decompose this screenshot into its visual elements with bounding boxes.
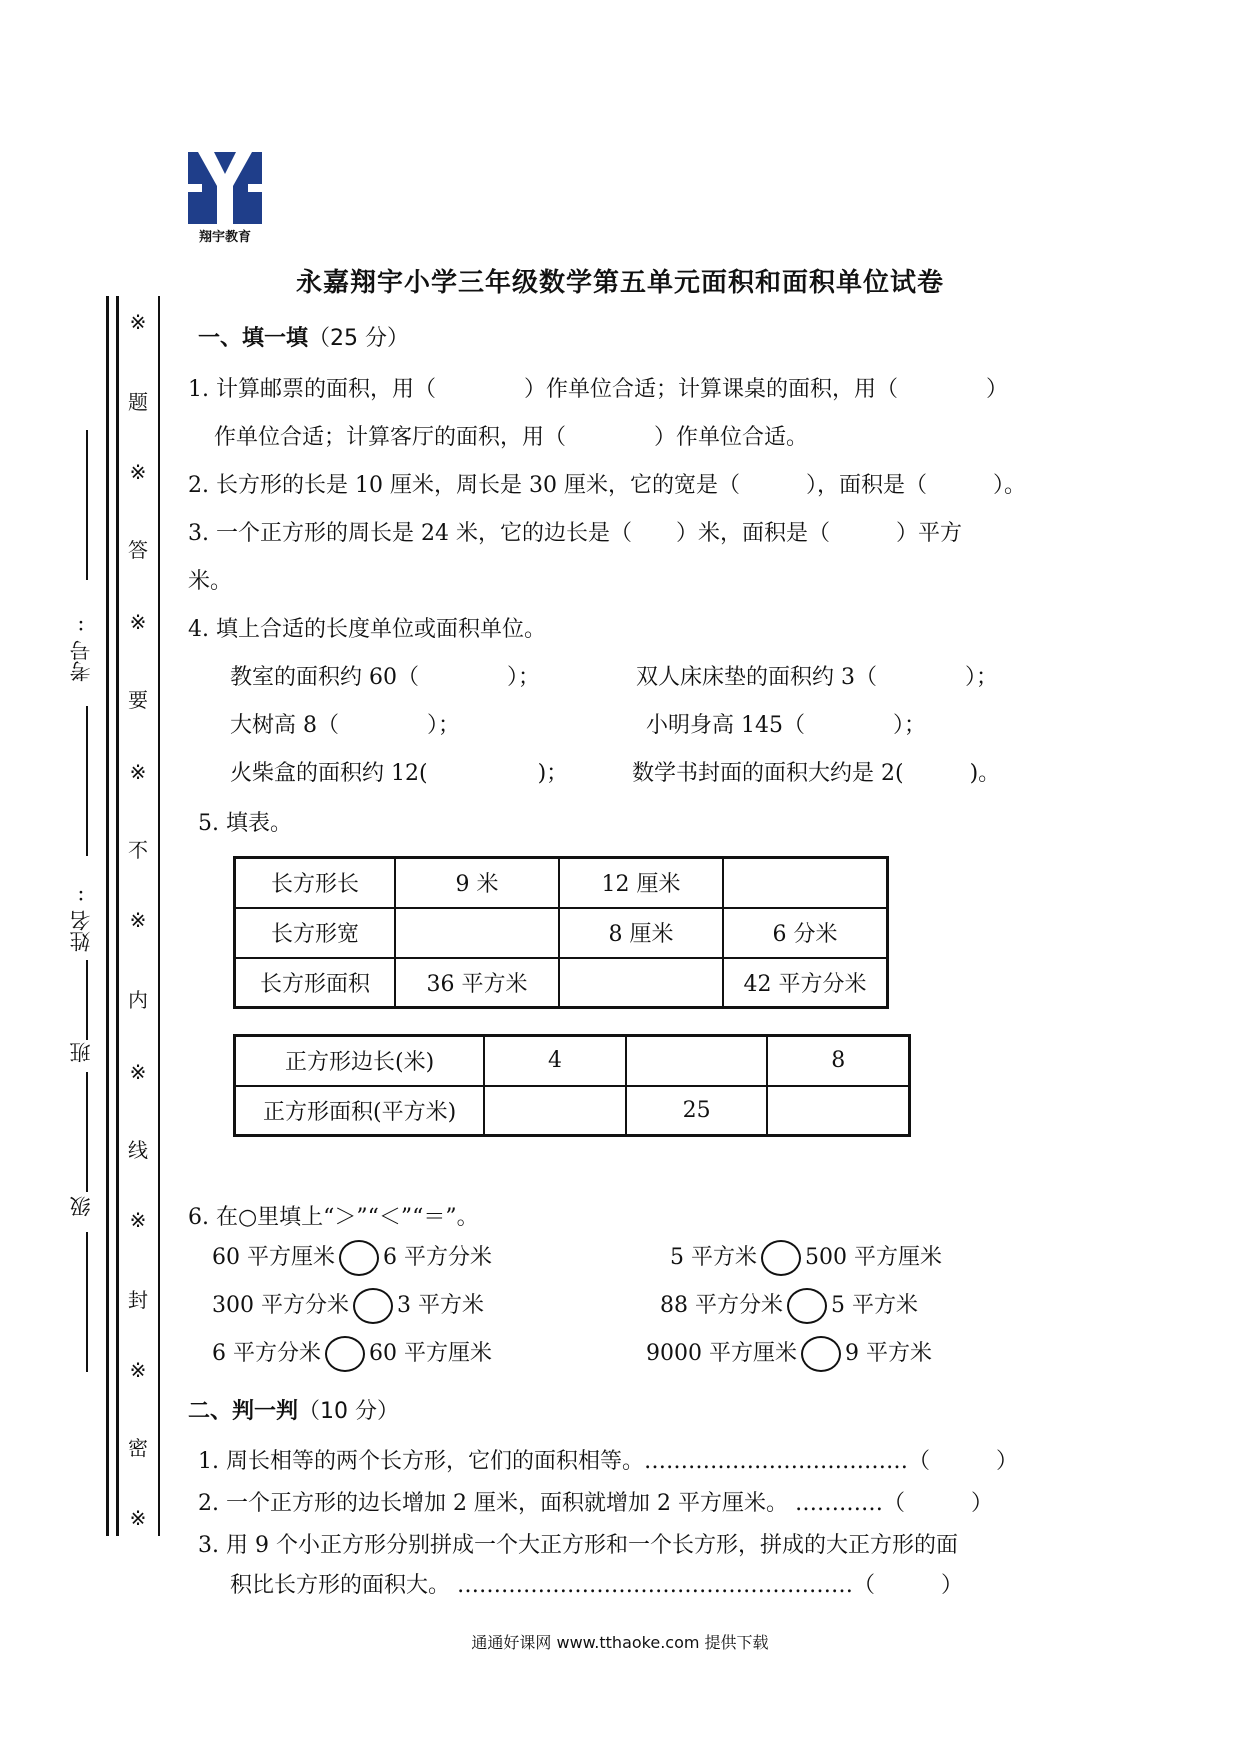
seal-char: 线 (128, 1138, 148, 1162)
table-cell (626, 1036, 768, 1086)
compare-circle[interactable] (761, 1240, 801, 1276)
compare-right: 5 平方米 (831, 1293, 918, 1318)
logo-text: 翔宇教育 (198, 230, 251, 245)
table-cell: 42 平方分米 (723, 958, 888, 1008)
compare-circle[interactable] (325, 1336, 365, 1372)
seal-mark: ※ (129, 610, 147, 634)
table-cell: 25 (626, 1086, 768, 1136)
question-1-line2: 作单位合适；计算客厅的面积，用（ ）作单位合适。 (214, 425, 809, 450)
page-title: 永嘉翔宇小学三年级数学第五单元面积和面积单位试卷 (295, 268, 944, 298)
table-cell (559, 958, 723, 1008)
section-score: （10 分） (298, 1399, 400, 1424)
table-cell (723, 858, 888, 908)
compare-item (646, 1336, 932, 1372)
judge-item: 3. 用 9 个小正方形分别拼成一个大正方形和一个长方形，拼成的大正方形的面 (198, 1533, 958, 1558)
question-3-line1: 3. 一个正方形的周长是 24 米，它的边长是（ ）米，面积是（ ）平方 (188, 521, 962, 546)
compare-left: 88 平方分米 (660, 1293, 783, 1318)
seal-char: 答 (128, 538, 148, 562)
table-cell: 长方形面积 (235, 958, 395, 1008)
logo-mark-icon (188, 152, 262, 224)
compare-item (212, 1240, 492, 1276)
compare-right: 9 平方米 (844, 1341, 932, 1366)
rectangle-table (233, 856, 889, 1009)
compare-item (212, 1288, 484, 1324)
compare-right: 500 平方厘米 (805, 1245, 942, 1270)
table-cell (395, 908, 559, 958)
judge-item: 积比长方形的面积大。 ………………………………………………（ ） (230, 1573, 963, 1598)
q4-item: 数学书封面的面积大约是 2( )。 (632, 761, 1001, 786)
compare-item (670, 1240, 942, 1276)
ban-line (86, 960, 88, 1040)
table-cell: 12 厘米 (559, 858, 723, 908)
kaohao-label: 考号: (69, 616, 93, 682)
q4-item: 大树高 8（ ）； (230, 713, 460, 738)
kaohao-line (86, 430, 88, 580)
question-2: 2. 长方形的长是 10 厘米，周长是 30 厘米，它的宽是（ ），面积是（ ）。 (188, 473, 1026, 498)
table-cell: 8 (767, 1036, 909, 1086)
margin-rule (106, 296, 109, 1536)
question-4: 4. 填上合适的长度单位或面积单位。 (188, 617, 546, 642)
question-3-line2: 米。 (188, 569, 233, 594)
question-6: 6. 在○里填上“＞”“＜”“＝”。 (188, 1205, 479, 1230)
table-cell: 长方形长 (235, 858, 395, 908)
compare-right: 3 平方米 (397, 1293, 484, 1318)
seal-char: 封 (128, 1288, 148, 1312)
section-title: 二、判一判 (188, 1399, 299, 1424)
q4-item: 小明身高 145（ ）； (646, 713, 926, 738)
seal-char: 要 (128, 688, 148, 712)
table-cell (484, 1086, 626, 1136)
seal-mark: ※ (129, 760, 147, 784)
table-cell: 6 分米 (723, 908, 888, 958)
ban-ji-line (86, 1072, 88, 1192)
footer-text: 通通好课网 www.tthaoke.com 提供下载 (471, 1633, 769, 1652)
compare-circle[interactable] (339, 1240, 379, 1276)
ban-label: 班 (69, 1042, 93, 1063)
compare-left: 300 平方分米 (212, 1293, 349, 1318)
ji-line (86, 1232, 88, 1372)
margin-rule (158, 296, 160, 1536)
seal-mark: ※ (129, 908, 147, 932)
section-heading (188, 1394, 399, 1425)
section-heading (198, 321, 409, 352)
table-cell: 36 平方米 (395, 958, 559, 1008)
seal-mark: ※ (129, 1208, 147, 1232)
compare-left: 5 平方米 (670, 1245, 757, 1270)
table-cell: 8 厘米 (559, 908, 723, 958)
compare-circle[interactable] (353, 1288, 393, 1324)
seal-mark: ※ (129, 1060, 147, 1084)
compare-left: 9000 平方厘米 (646, 1341, 797, 1366)
seal-char: 不 (128, 838, 148, 862)
judge-item: 1. 周长相等的两个长方形，它们的面积相等。………………………………（ ） (198, 1449, 1018, 1474)
seal-mark: ※ (129, 1358, 147, 1382)
xingming-label: 姓名: (69, 886, 93, 952)
compare-item (212, 1336, 492, 1372)
ji-label: 级 (69, 1196, 93, 1217)
compare-right: 60 平方厘米 (369, 1341, 492, 1366)
compare-circle[interactable] (801, 1336, 841, 1372)
table-cell: 9 米 (395, 858, 559, 908)
seal-mark: ※ (129, 1506, 147, 1530)
compare-right: 6 平方分米 (383, 1245, 492, 1270)
seal-mark: ※ (129, 310, 147, 334)
xingming-line (86, 706, 88, 856)
compare-left: 6 平方分米 (212, 1341, 321, 1366)
compare-item (660, 1288, 918, 1324)
section-title: 一、填一填 (198, 326, 309, 351)
seal-char: 密 (128, 1436, 148, 1460)
judge-item: 2. 一个正方形的边长增加 2 厘米，面积就增加 2 平方厘米。 …………（ ） (198, 1491, 993, 1516)
table-cell: 长方形宽 (235, 908, 395, 958)
margin-rule (116, 296, 119, 1536)
seal-char: 内 (128, 988, 148, 1012)
q4-item: 双人床床垫的面积约 3（ ）； (636, 665, 998, 690)
table-cell (767, 1086, 909, 1136)
table-cell: 正方形面积(平方米) (235, 1086, 485, 1136)
compare-left: 60 平方厘米 (212, 1245, 335, 1270)
table-cell: 正方形边长(米) (235, 1036, 485, 1086)
q4-item: 火柴盒的面积约 12( )； (230, 761, 569, 786)
question-5: 5. 填表。 (198, 811, 292, 836)
compare-circle[interactable] (787, 1288, 827, 1324)
school-logo (188, 152, 262, 244)
q4-item: 教室的面积约 60（ ）； (230, 665, 540, 690)
seal-mark: ※ (129, 460, 147, 484)
section-score: （25 分） (308, 326, 410, 351)
table-cell: 4 (484, 1036, 626, 1086)
seal-char: 题 (128, 390, 148, 414)
square-table (233, 1034, 911, 1137)
question-1-line1: 1. 计算邮票的面积，用（ ）作单位合适；计算课桌的面积，用（ ） (188, 377, 1008, 402)
